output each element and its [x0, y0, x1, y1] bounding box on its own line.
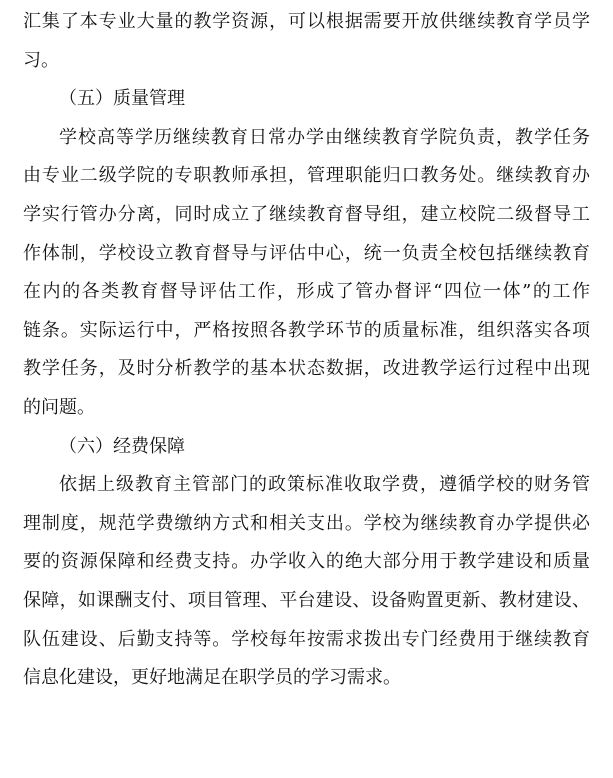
text-line: 学实行管办分离，同时成立了继续教育督导组，建立校院二级督导工 — [23, 203, 590, 225]
text-line: 保障，如课酬支付、项目管理、平台建设、设备购置更新、教材建设、 — [23, 589, 590, 611]
paragraph-quality-management — [23, 119, 590, 428]
section-heading-funding — [23, 428, 590, 467]
text-line: 信息化建设，更好地满足在职学员的学习需求。 — [23, 667, 401, 689]
text-line: 作体制，学校设立教育督导与评估中心，统一负责全校包括继续教育 — [23, 242, 590, 264]
text-line: 教学任务，及时分析教学的基本状态数据，改进教学运行过程中出现 — [23, 358, 590, 380]
document-page — [23, 0, 590, 698]
text-line: 由专业二级学院的专职教师承担，管理职能归口教务处。继续教育办 — [23, 165, 590, 187]
text-line: 依据上级教育主管部门的政策标准收取学费，遵循学校的财务管 — [59, 474, 590, 496]
heading-text: （六）经费保障 — [59, 435, 185, 457]
text-line: 链条。实际运行中，严格按照各教学环节的质量标准，组织落实各项 — [23, 319, 590, 341]
heading-text: （五）质量管理 — [59, 88, 185, 110]
text-line: 的问题。 — [23, 396, 95, 418]
text-line: 队伍建设、后勤支持等。学校每年按需求拨出专门经费用于继续教育 — [23, 628, 590, 650]
text-line: 要的资源保障和经费支持。办学收入的绝大部分用于教学建设和质量 — [23, 551, 590, 573]
text-line: 学校高等学历继续教育日常办学由继续教育学院负责，教学任务 — [59, 126, 590, 148]
paragraph-resources — [23, 3, 590, 80]
text-line: 习。 — [23, 49, 59, 71]
text-line: 理制度，规范学费缴纳方式和相关支出。学校为继续教育办学提供必 — [23, 512, 590, 534]
paragraph-funding — [23, 466, 590, 698]
text-line: 在内的各类教育督导评估工作，形成了管办督评“四位一体”的工作 — [23, 281, 590, 303]
section-heading-quality-management — [23, 80, 590, 119]
text-line: 汇集了本专业大量的教学资源，可以根据需要开放供继续教育学员学 — [23, 11, 590, 32]
